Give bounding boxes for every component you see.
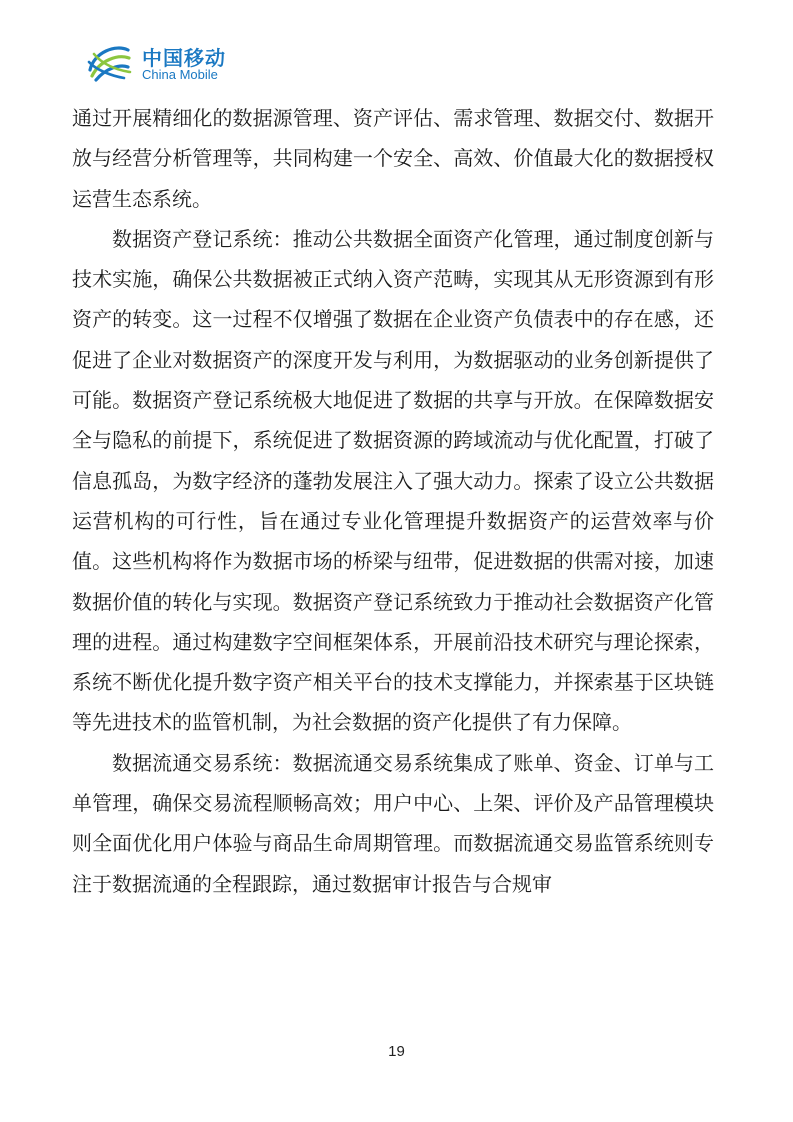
page-number: 19 bbox=[388, 1043, 405, 1060]
paragraph-asset-registration: 数据资产登记系统：推动公共数据全面资产化管理，通过制度创新与技术实施，确保公共数据被正式纳入资产范畴，实现其从无形资源到有形资产的转变。这一过程不仅增强了数据在企业资产负债表中的存在感，还促进了企业对数据资产的深度开发与利用，为数据驱动的业务创新提供了可能。数据资产登记系统极大地促进了数据的共享与开放。在保障数据安全与隐私的前提下，系统促进了数据资源的跨域流动与优化配置，打破了信息孤岛，为数字经济的蓬勃发展注入了强大动力。探索了设立公共数据运营机构的可行性，旨在通过专业化管理提升数据资产的运营效率与价值。这些机构将作为数据市场的桥梁与纽带，促进数据的供需对接，加速数据价值的转化与实现。数据资产登记系统致力于推动社会数据资产化管理的进程。通过构建数字空间框架体系，开展前沿技术研究与理论探索，系统不断优化提升数字资产相关平台的技术支撑能力，并探索基于区块链等先进技术的监管机制，为社会数据的资产化提供了有力保障。 bbox=[72, 226, 714, 735]
china-mobile-logo-icon bbox=[86, 40, 132, 84]
document-body bbox=[72, 98, 714, 904]
logo-chinese-name: 中国移动 bbox=[142, 46, 226, 70]
logo-english-name: China Mobile bbox=[142, 67, 218, 82]
paragraph-circulation-trading: 数据流通交易系统：数据流通交易系统集成了账单、资金、订单与工单管理，确保交易流程顺畅高效；用户中心、上架、评价及产品管理模块则全面优化用户体验与商品生命周期管理。而数据流通交易监管系统则专注于数据流通的全程跟踪，通过数据审计报告与合规审 bbox=[72, 750, 714, 896]
paragraph-continued: 通过开展精细化的数据源管理、资产评估、需求管理、数据交付、数据开放与经营分析管理等，共同构建一个安全、高效、价值最大化的数据授权运营生态系统。 bbox=[72, 106, 714, 211]
page-header bbox=[86, 38, 286, 88]
